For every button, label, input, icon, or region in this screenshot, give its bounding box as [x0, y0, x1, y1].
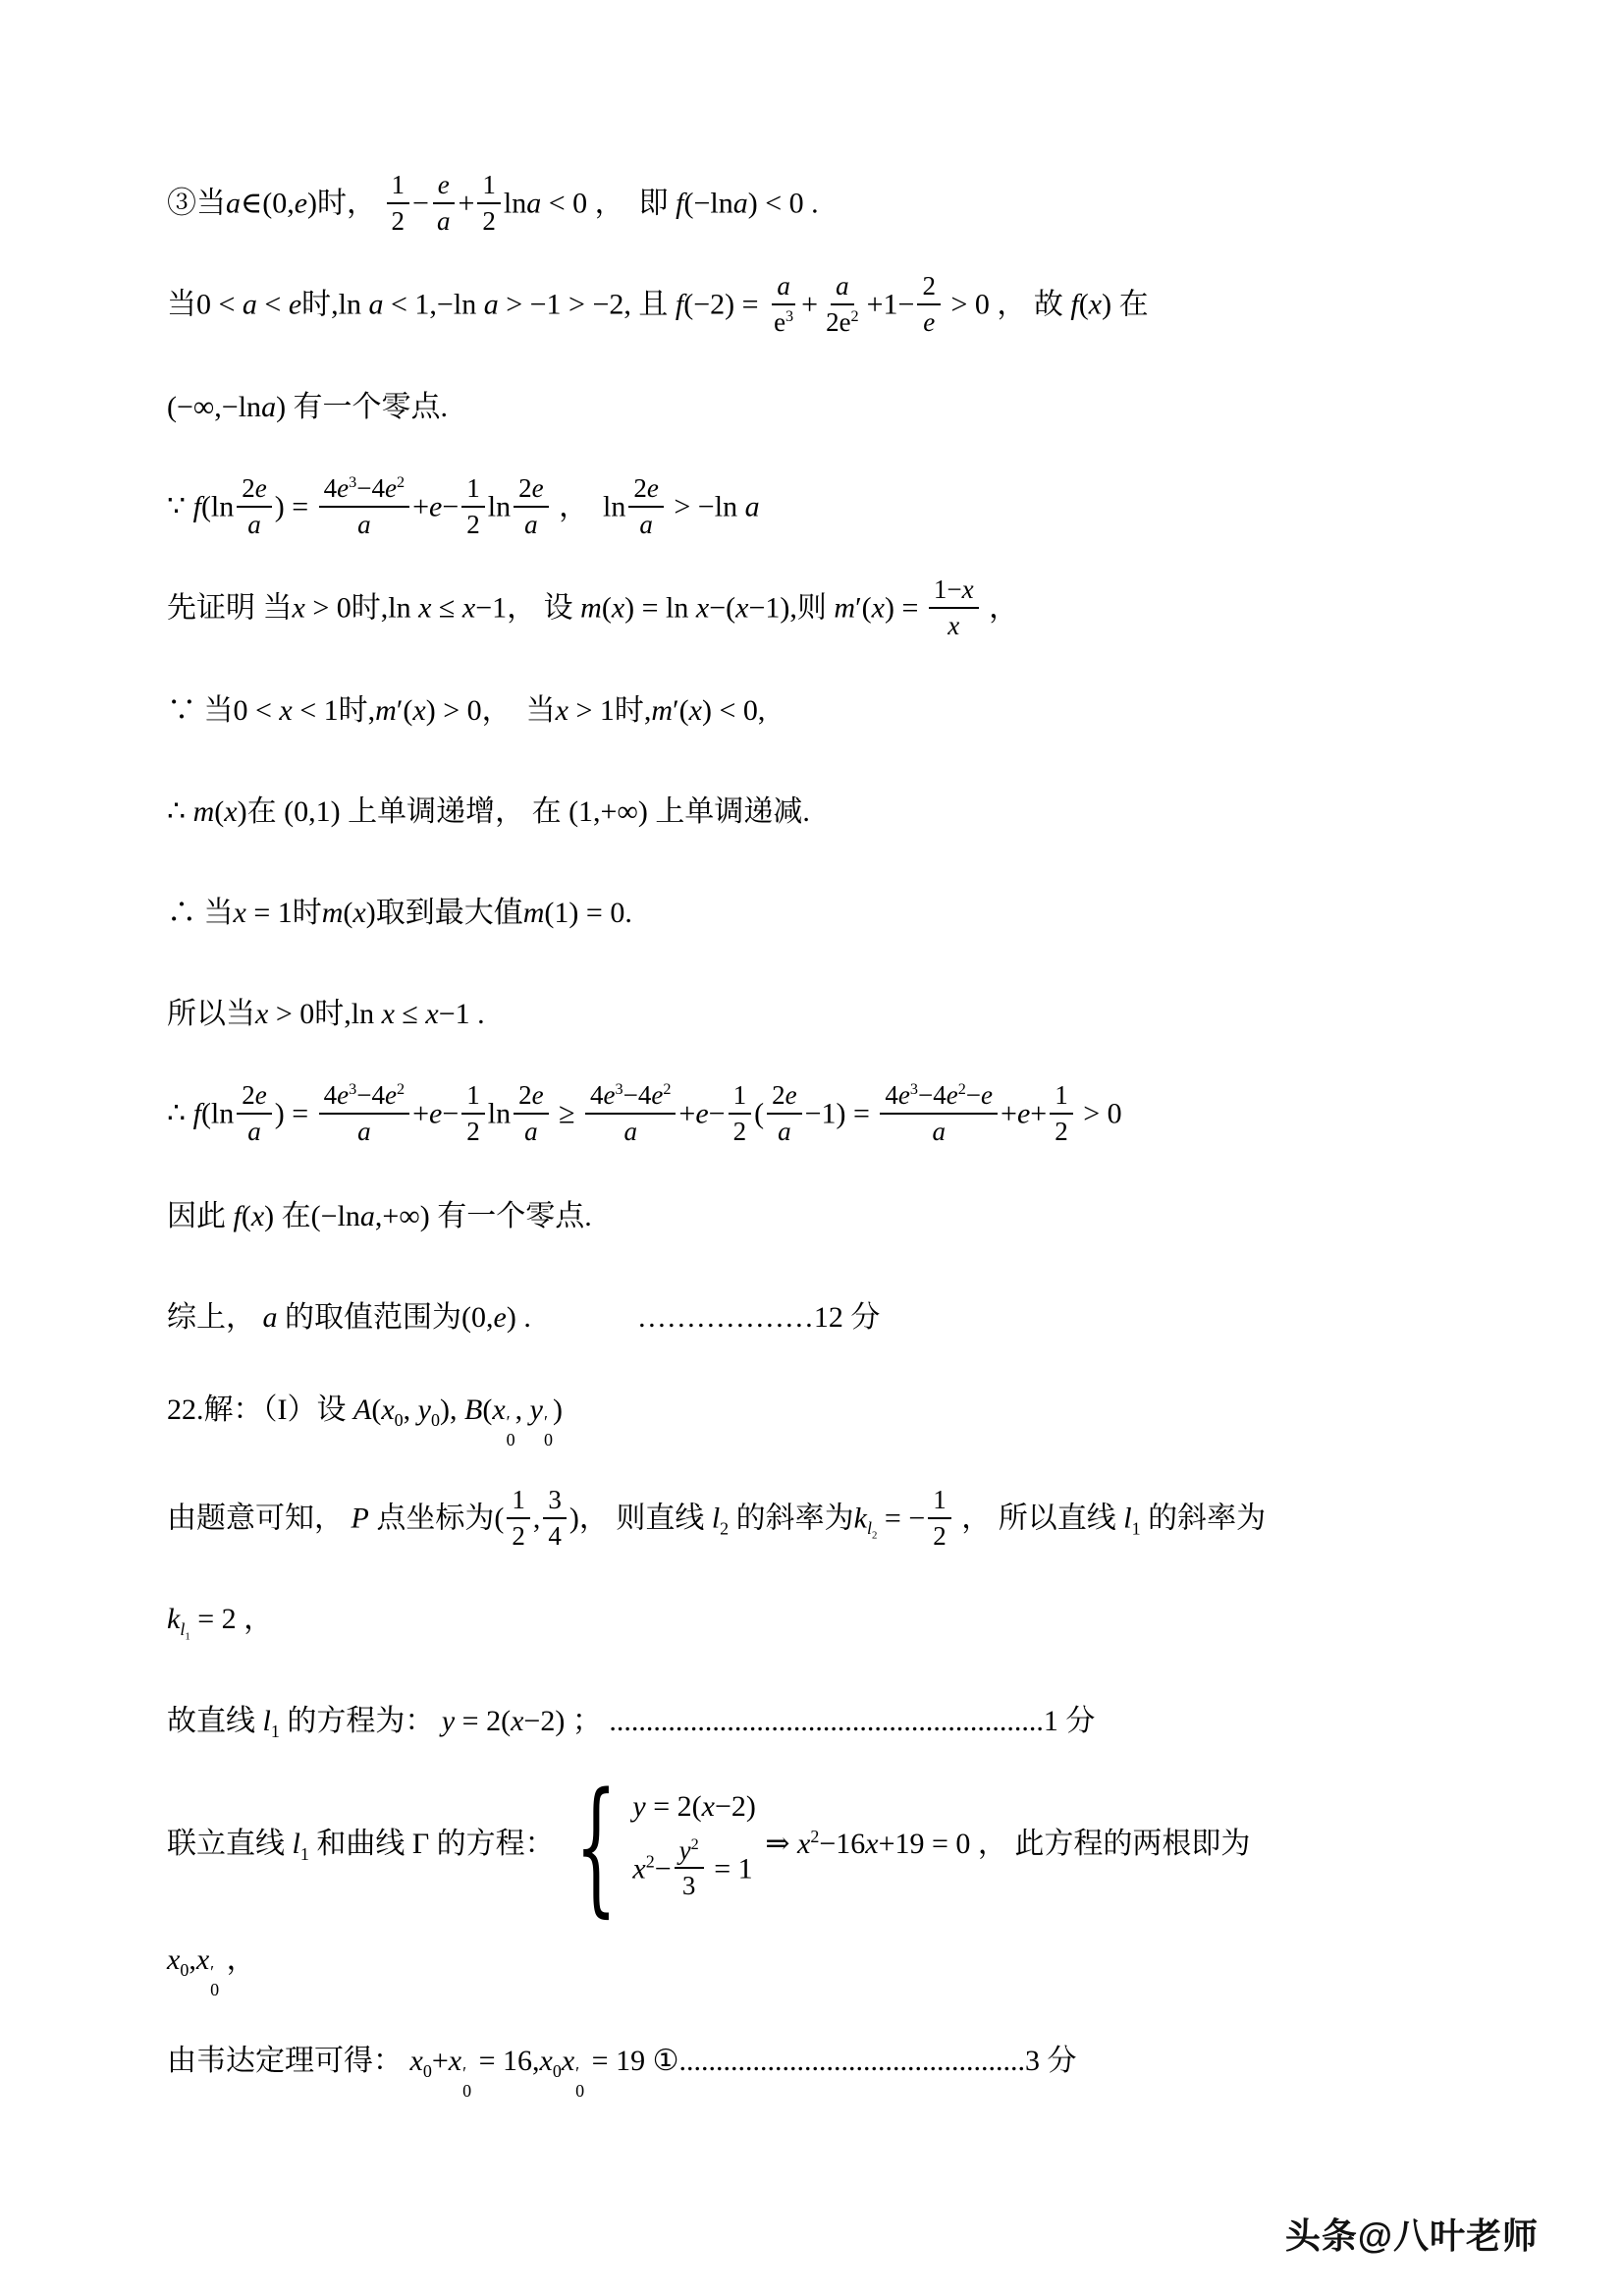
math-line-18: $x_0,x$ ′ 0 ，	[167, 1943, 256, 1999]
math-line-3: (−∞,−lna) 有一个零点.	[167, 391, 449, 424]
math-line-14: 由题意可知， P 点坐标为( $\frac{1}{2}$ , $\frac{3}{4}$ )， 则直线 $l_2$ 的斜率为$k_{l_2}$ = − $\frac{1}{2}$ ， 所以直线 $l_1$ 的斜率为	[167, 1485, 1267, 1551]
math-solution-content	[167, 155, 1510, 2121]
math-line-5: 先证明 当x > 0时,ln x ≤ x−1， 设 m(x) = ln x−(x−1),则 m′(x) = $\frac{1-x}{x}$ ，	[167, 574, 1019, 640]
math-line-17: 联立直线 $l_1$ 和曲线 Γ 的方程： { y = 2(x−2) $x^2-$ $\frac{y^2}{3}$ = 1 ⇒ $x^2-16x+19 = 0$ ， 此方程的两根即为	[167, 1762, 1251, 1931]
math-line-13: 22.解：（I）设 $A(x_0$, $y_0$), B(x ′ 0 , y ′ 0 )	[167, 1394, 563, 1449]
math-line-15: $k_{l_1} = 2$ ，	[167, 1602, 274, 1643]
watermark-author: 头条@八叶老师	[1284, 2215, 1539, 2256]
math-line-7: ∴ m(x)在 (0,1) 上单调递增， 在 (1,+∞) 上单调递减.	[167, 795, 810, 829]
math-line-8: ∴ 当x = 1时m(x)取到最大值m(1) = 0.	[167, 897, 632, 930]
math-line-2: 当0 < a < e时,ln a < 1,−ln a > −1 > −2, 且 f(−2) = $\frac{a}{e^3}$ + $\frac{a}{2e^2}$ +1− $\frac{2}{e}$ > 0 ， 故 f(x) 在	[167, 271, 1149, 337]
math-line-16: 故直线 $l_1$ 的方程为： y = 2(x−2) ； ...........................................................1 分	[167, 1705, 1096, 1742]
math-line-19: 由韦达定理可得： $x_0+x$ ′ 0 = $16,x_0x$ ′ 0 = 19 ①...............................................3 分	[167, 2045, 1077, 2101]
math-line-12: 综上， a 的取值范围为(0,e) . ………………12 分	[167, 1301, 881, 1335]
math-line-11: 因此 f(x) 在(−lna,+∞) 有一个零点.	[167, 1200, 592, 1233]
math-line-9: 所以当x > 0时,ln x ≤ x−1 .	[167, 998, 485, 1031]
math-line-1: ③当a∈(0,e)时， $\frac{1}{2}$ − $\frac{e}{a}$ + $\frac{1}{2}$ lna < 0 ， 即 f(−lna) < 0 .	[167, 170, 819, 236]
math-line-10: ∴ f(ln $\frac{2e}{a}$ ) = $\frac{4e^3-4e^2}{a}$ +e− $\frac{1}{2}$ ln $\frac{2e}{a}$ ≥ $\frac{4e^3-4e^2}{a}$ +e− $\frac{1}{2}$ ( $\frac{2e}{a}$ −1) = $\frac{4e^3-4e^2-e}{a}$ +e+ $\frac{1}{2}$ > 0	[167, 1080, 1122, 1146]
math-line-4: ∵ f(ln $\frac{2e}{a}$ ) = $\frac{4e^3-4e^2}{a}$ +e− $\frac{1}{2}$ ln $\frac{2e}{a}$ ， ln $\frac{2e}{a}$ > −ln a	[167, 473, 760, 539]
math-line-6: ∵ 当0 < x < 1时,m′(x) > 0， 当x > 1时,m′(x) < 0,	[167, 694, 766, 728]
